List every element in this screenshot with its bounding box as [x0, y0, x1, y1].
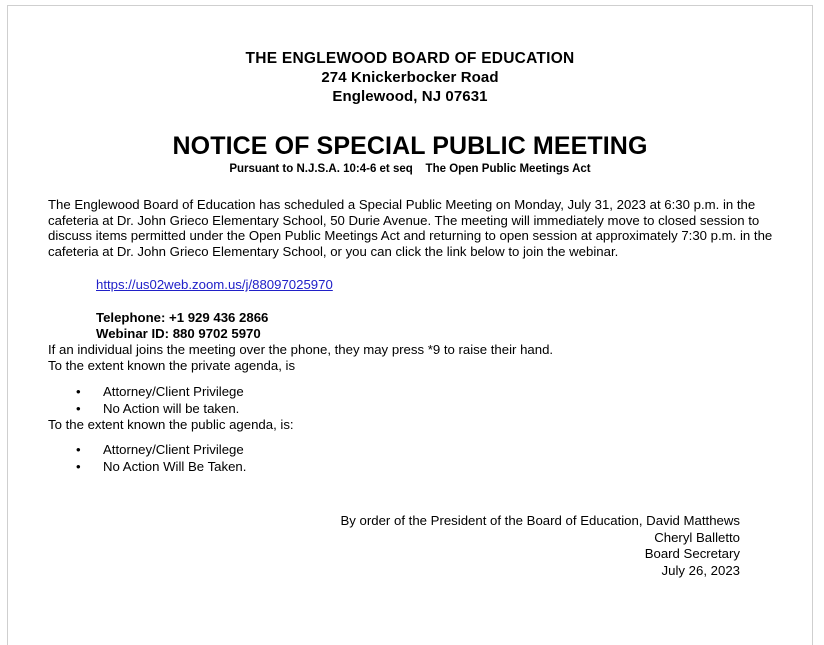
- public-agenda-heading: To the extent known the public agenda, is:: [48, 416, 294, 432]
- signature-block: [48, 513, 779, 579]
- list-item: [48, 458, 779, 475]
- bullet-icon: •: [76, 383, 81, 399]
- private-agenda-list: [48, 383, 779, 417]
- notice-title: NOTICE OF SPECIAL PUBLIC MEETING: [172, 132, 648, 160]
- list-item-label: No Action will be taken.: [103, 400, 240, 416]
- private-agenda-heading: To the extent known the private agenda, is: [48, 357, 296, 373]
- public-agenda-list: [48, 441, 779, 475]
- webinar-link-block: [48, 276, 779, 294]
- intro-paragraph: The Englewood Board of Education has scheduled a Special Public Meeting on Monday, July 31, 2023 at 6:30 p.m. in the cafeteria at Dr. John Grieco Elementary School, 50 Durie Avenue. The meeting will immediately move to closed session to discuss items permitted under the Open Public Meetings Act and returning to open session at approximately 7:30 p.m. in the cafeteria at Dr. John Grieco Elementary School, or you can click the link below to join the webinar.: [48, 197, 773, 259]
- signature-title: Board Secretary: [644, 546, 740, 562]
- list-item-label: No Action Will Be Taken.: [103, 459, 247, 475]
- phone-instruction: If an individual joins the meeting over the phone, they may press *9 to raise their hand.: [48, 342, 554, 358]
- telephone-line: Telephone: +1 929 436 2866: [96, 310, 269, 326]
- list-item-label: Attorney/Client Privilege: [103, 442, 244, 458]
- bullet-icon: •: [76, 442, 81, 458]
- notice-subtitle: Pursuant to N.J.S.A. 10:4-6 et seq The Open Public Meetings Act: [229, 163, 591, 175]
- list-item: [48, 400, 779, 417]
- document-page-content: [8, 6, 812, 645]
- document-page: [7, 5, 813, 645]
- bullet-icon: •: [76, 459, 81, 475]
- dial-in-block: [48, 310, 779, 342]
- letterhead-organization: THE ENGLEWOOD BOARD OF EDUCATION: [245, 50, 575, 67]
- list-item-label: Attorney/Client Privilege: [103, 383, 244, 399]
- signature-order-line: By order of the President of the Board of Education, David Matthews: [340, 513, 740, 529]
- list-item: [48, 383, 779, 400]
- signature-date: July 26, 2023: [661, 562, 740, 578]
- signature-name: Cheryl Balletto: [654, 529, 740, 545]
- letterhead-street: 274 Knickerbocker Road: [321, 69, 499, 86]
- webinar-id-line: Webinar ID: 880 9702 5970: [96, 326, 261, 342]
- list-item: [48, 441, 779, 458]
- document-body: [8, 197, 812, 579]
- letterhead-city-state-zip: Englewood, NJ 07631: [332, 88, 488, 105]
- bullet-icon: •: [76, 400, 81, 416]
- webinar-join-link[interactable]: https://us02web.zoom.us/j/88097025970: [96, 277, 333, 293]
- letterhead: [8, 6, 812, 106]
